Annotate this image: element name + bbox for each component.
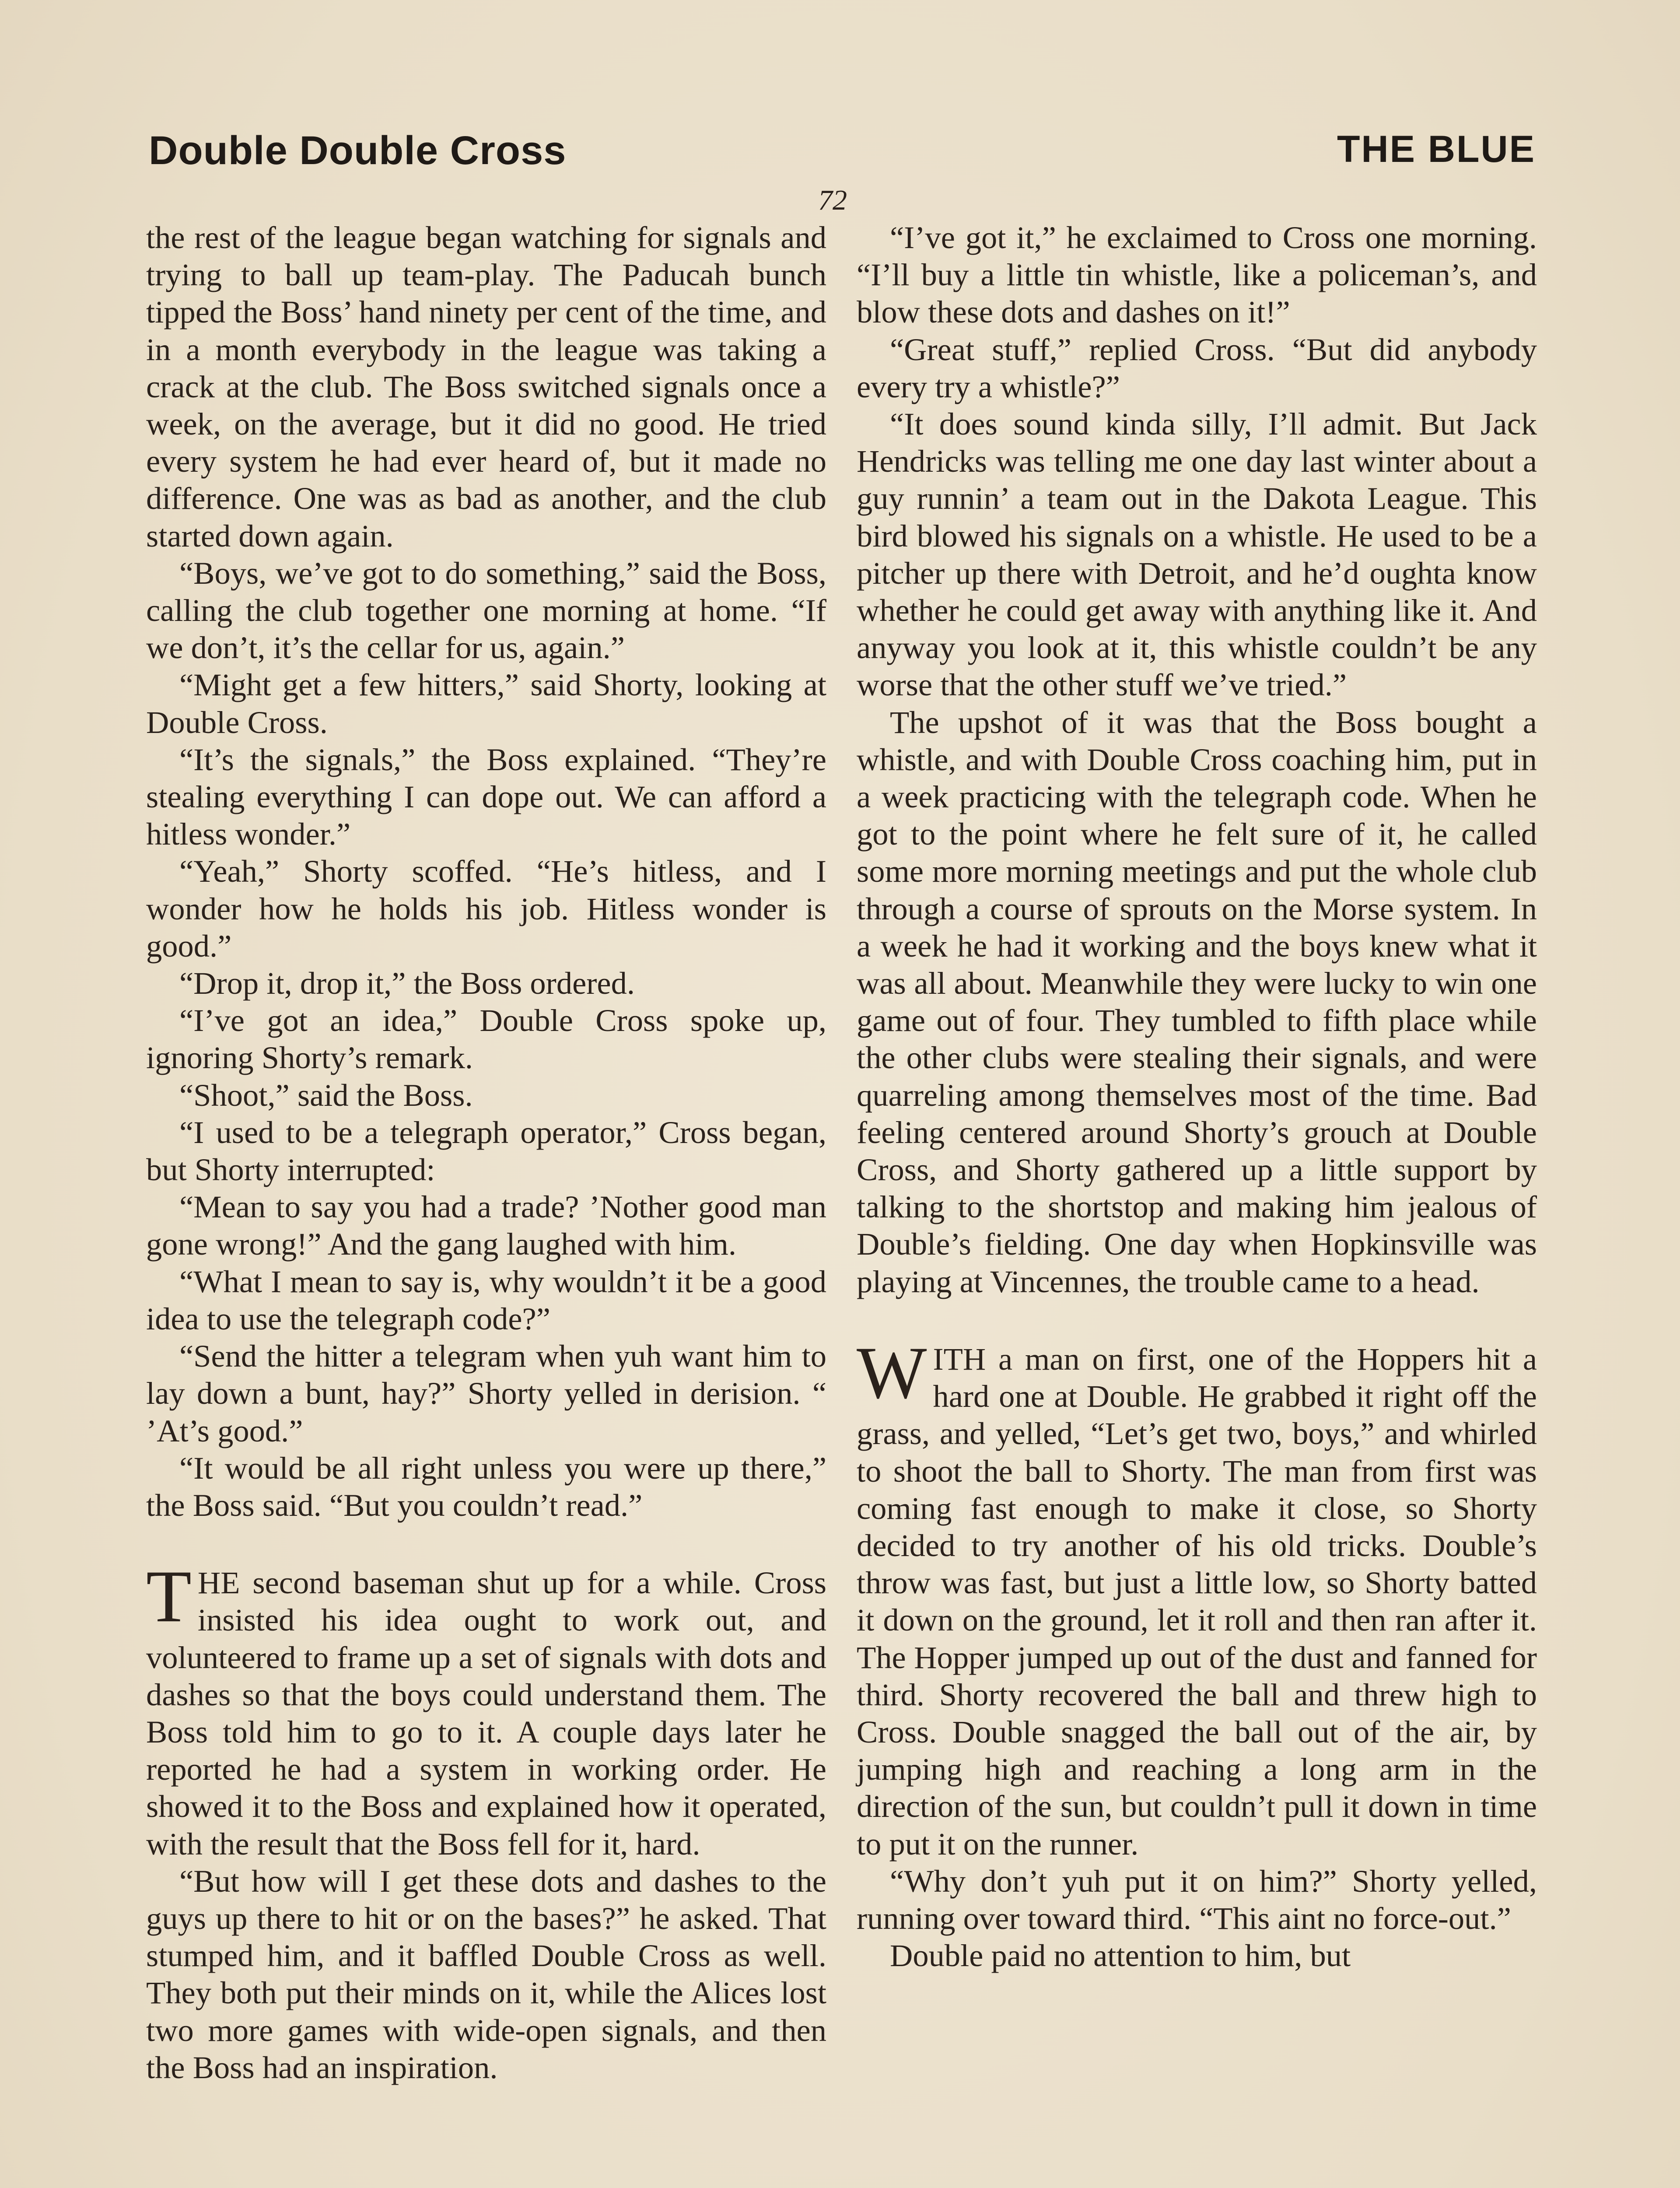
paragraph: “Boys, we’ve got to do something,” said the Boss, calling the club together one morning at home. “If we don’t, it’s the cellar for us, again.” bbox=[146, 555, 826, 666]
paragraph: “I’ve got an idea,” Double Cross spoke up, ignoring Shorty’s remark. bbox=[146, 1003, 826, 1076]
paragraph: The upshot of it was that the Boss bought a whistle, and with Double Cross coaching him, put in a week practicing with the telegraph code. When he got to the point where he felt sure of it, he called some more morning meetings and put the whole club through a course of sprouts on the Morse system. In a week he had it working and the boys knew what it was all about. Meanwhile they were lucky to win one game out of four. They tumbled to fifth place while the other clubs were stealing their signals, and were quarreling among themselves most of the time. Bad feeling centered around Shorty’s grouch at Double Cross, and Shorty gathered up a little support by talking to the shortstop and making him jealous of Double’s fielding. One day when Hopkinsville was playing at Vincennes, the trouble came to a head. bbox=[857, 704, 1537, 1299]
section-text: ITH a man on first, one of the Hoppers hit a hard one at Double. He grabbed it right off the grass, and yelled, “Let’s get two, boys,” and whirled to shoot the ball to Shorty. The man from first was coming fast enough to make it close, so Shorty decided to try another of his old tricks. Double’s throw was fast, but just a little low, so Shorty batted it down on the ground, let it roll and then ran after it. The Hopper jumped up out of the dust and fanned for third. Shorty recovered the ball and threw high to Cross. Double snagged the ball out of the air, by jumping high and reaching a long arm in the direction of the sun, but couldn’t pull it down in time to put it on the runner. bbox=[857, 1341, 1537, 1862]
paragraph: “What I mean to say is, why wouldn’t it be a good idea to use the telegraph code?” bbox=[146, 1263, 826, 1336]
paragraph: “But how will I get these dots and dashes to the guys up there to hit or on the bases?” he asked. That stumped him, and it baffled Double Cross as well. They both put their minds on it, while the Alices lost two more games with wide-open signals, and then the Boss had an inspiration. bbox=[146, 1863, 826, 2085]
paragraph: “It would be all right unless you were up there,” the Boss said. “But you couldn’t read.” bbox=[146, 1450, 826, 1523]
story-title: Double Double Cross bbox=[149, 128, 567, 173]
paragraph: “I’ve got it,” he exclaimed to Cross one morning. “I’ll buy a little tin whistle, like a policeman’s, and blow these dots and dashes on it!” bbox=[857, 220, 1537, 330]
paragraph: “Mean to say you had a trade? ’Nother good man gone wrong!” And the gang laughed with him. bbox=[146, 1189, 826, 1262]
paragraph: “Send the hitter a telegram when yuh want him to lay down a bunt, hay?” Shorty yelled in derision. “ ’At’s good.” bbox=[146, 1338, 826, 1448]
paragraph: “Drop it, drop it,” the Boss ordered. bbox=[179, 965, 635, 1001]
paragraph: “Why don’t yuh put it on him?” Shorty yelled, running over toward third. “This aint no force-out.” bbox=[857, 1863, 1537, 1936]
paragraph: “I used to be a telegraph operator,” Cross began, but Shorty interrupted: bbox=[146, 1114, 826, 1188]
drop-cap: T bbox=[146, 1555, 192, 1638]
section-text: HE second baseman shut up for a while. Cross insisted his idea ought to work out, and volunteered to frame up a set of signals with dots and dashes so that the boys could understand them. The Boss told him to go to it. A couple days later he reported he had a system in working order. He showed it to the Boss and explained how it operated, with the result that the Boss fell for it, hard. bbox=[146, 1565, 826, 1862]
section-paragraph bbox=[857, 1331, 1537, 1862]
paragraph: “Yeah,” Shorty scoffed. “He’s hitless, and I wonder how he holds his job. Hitless wonder is good.” bbox=[146, 853, 826, 964]
paragraph: “Shoot,” said the Boss. bbox=[179, 1077, 473, 1113]
left-column bbox=[146, 219, 826, 2086]
paragraph: “Might get a few hitters,” said Shorty, looking at Double Cross. bbox=[146, 667, 826, 740]
paragraph: “Great stuff,” replied Cross. “But did anybody every try a whistle?” bbox=[857, 331, 1537, 404]
drop-cap: W bbox=[857, 1331, 927, 1414]
right-column bbox=[857, 219, 1537, 1974]
paragraph: “It does sound kinda silly, I’ll admit. But Jack Hendricks was telling me one day last winter about a guy runnin’ a team out in the Dakota League. This bird blowed his signals on a whistle. He used to be a pitcher up there with Detroit, and he’d oughta know whether he could get away with anything like it. And anyway you look at it, this whistle couldn’t be any worse that the other stuff we’ve tried.” bbox=[857, 406, 1537, 703]
magazine-title: THE BLUE bbox=[1337, 128, 1536, 170]
paragraph: “It’s the signals,” the Boss explained. “They’re stealing everything I can dope out. We can afford a hitless wonder.” bbox=[146, 741, 826, 852]
section-paragraph bbox=[146, 1555, 826, 1862]
page-number: 72 bbox=[818, 184, 847, 216]
paragraph: Double paid no attention to him, but bbox=[890, 1938, 1351, 1974]
paragraph: the rest of the league began watching for signals and trying to ball up team-play. The Paducah bunch tipped the Boss’ hand ninety per cent of the time, and in a month everybody in the league was taking a crack at the club. The Boss switched signals once a week, on the average, but it did no good. He tried every system he had ever heard of, but it made no difference. One was as bad as another, and the club started down again. bbox=[146, 220, 826, 554]
